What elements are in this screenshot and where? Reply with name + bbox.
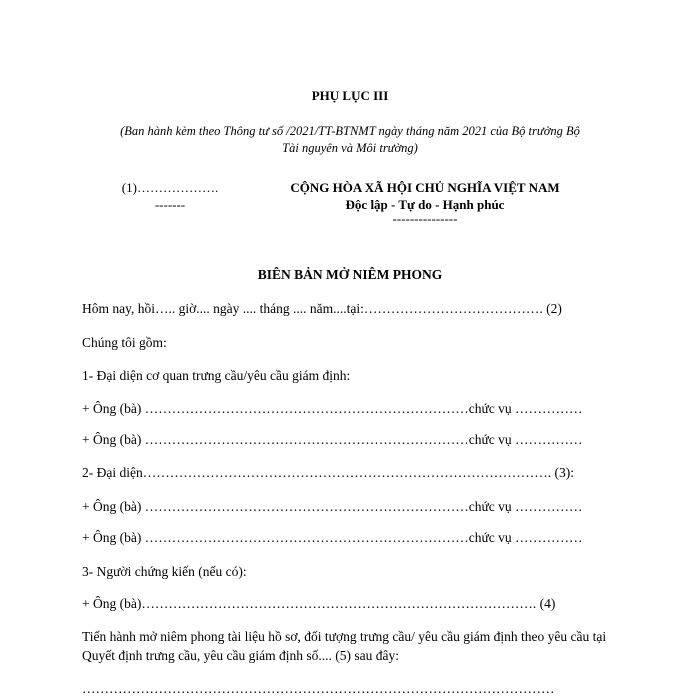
nation-title: CỘNG HÒA XÃ HỘI CHỦ NGHĨA VIỆT NAM <box>290 180 560 195</box>
requesting-agency-heading: 1- Đại diện cơ quan trưng cầu/yêu cầu giám định: <box>82 368 351 383</box>
representative-line: + Ông (bà) ………………………………………………………………chức vụ …………… <box>82 499 583 514</box>
witness-line: + Ông (bà)……………………………………………………………………………. (4) <box>82 596 556 611</box>
procedure-paragraph-line-1: Tiến hành mở niêm phong tài liệu hồ sơ, đối tượng trưng cầu/ yêu cầu giám định theo yêu cầu tại <box>82 629 607 644</box>
document-title: BIÊN BẢN MỞ NIÊM PHONG <box>257 267 443 282</box>
issued-note-line-2: Tài nguyên và Môi trường) <box>282 141 418 155</box>
witness-heading: 3- Người chứng kiến (nếu có): <box>82 564 247 579</box>
agency-placeholder: (1)………………. <box>121 180 219 195</box>
representative-line: + Ông (bà) ………………………………………………………………chức vụ …………… <box>82 432 583 447</box>
blank-fill-line: …………………………………………………………………………………………… <box>82 681 555 696</box>
motto: Độc lập - Tự do - Hạnh phúc <box>345 197 505 212</box>
representative-line: + Ông (bà) ………………………………………………………………chức vụ …………… <box>82 530 583 545</box>
representative-line: + Ông (bà) ………………………………………………………………chức vụ …………… <box>82 401 583 416</box>
second-representative-heading: 2- Đại diện………………………………………………………………………………. (3): <box>82 465 574 480</box>
appendix-title: PHỤ LỤC III <box>311 88 389 103</box>
issued-note-line-1: (Ban hành kèm theo Thông tư số /2021/TT-BTNMT ngày tháng năm 2021 của Bộ trưởng Bộ <box>120 124 580 138</box>
agency-separator: ------- <box>154 197 186 212</box>
attendees-heading: Chúng tôi gồm: <box>82 335 167 350</box>
motto-separator: --------------- <box>392 211 458 226</box>
procedure-paragraph-line-2: Quyết định trưng cầu, yêu cầu giám định số.... (5) sau đây: <box>82 648 399 663</box>
meeting-time-place-line: Hôm nay, hồi….. giờ.... ngày .... tháng .... năm....tại:…………………………………. (2) <box>82 301 562 316</box>
